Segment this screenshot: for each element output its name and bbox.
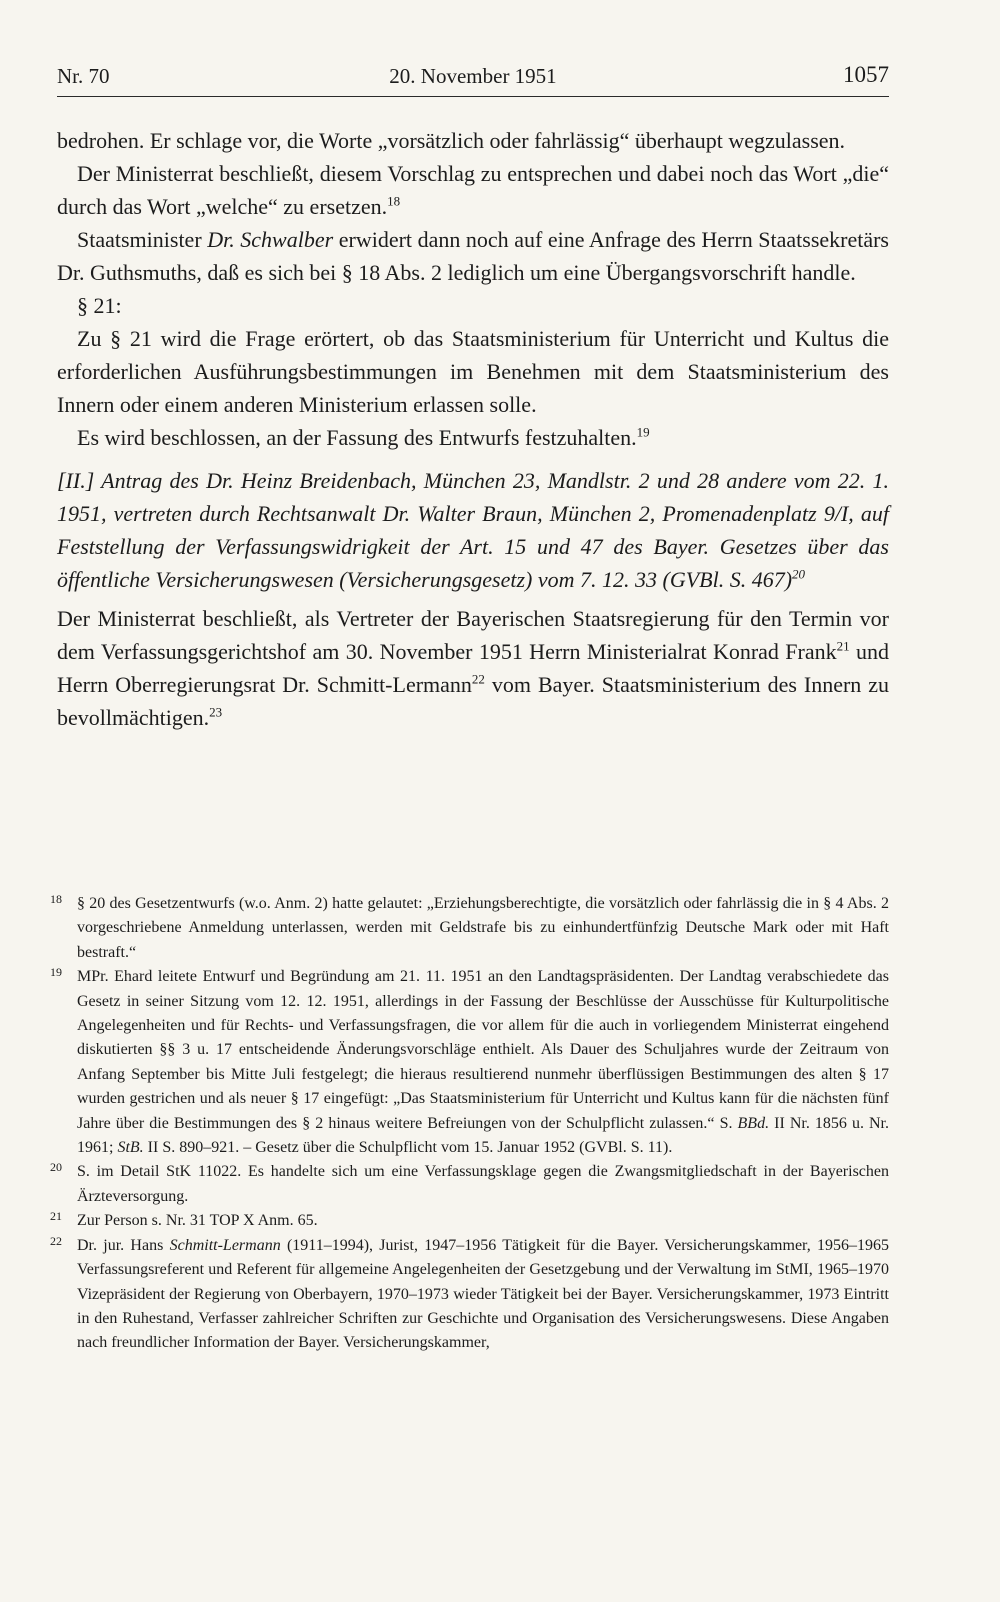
footnote-19-text-c: II S. 890–921. – Gesetz über die Schulpflicht vom 15. Januar 1952 (GVBl. S. 11). bbox=[143, 1139, 673, 1157]
footnote-19-text-a: MPr. Ehard leitete Entwurf und Begründung am 21. 11. 1951 an den Landtagspräsidenten. Der Landtag verabschiedete das Gesetz in seiner Sitzung vom 12. 12. 1951, allerdings in der Fassung der Beschlüsse der Ausschüsse für Kulturpolitische Angelegenheiten und für Rechts- und Verfassungsfragen, die vor allem für die auch in vorliegendem Ministerrat eingehend diskutierten §§ 3 u. 17 entscheidende Änderungsvorschläge enthielt. Als Dauer des Schuljahres wurde der Zeitraum von Anfang September bis Mitte Juli festgelegt; die hieraus resultierend nunmehr überflüssigen Bestimmungen des alten § 17 wurden gestrichen und als neuer § 17 eingefügt: „Das Staatsministerium für Unterricht und Kultus kann für die nächsten fünf Jahre über die Bestimmungen des § 2 hinaus weitere Befreiungen von der Schulpflicht zulassen.“ S. bbox=[77, 968, 889, 1132]
page-header bbox=[57, 60, 889, 97]
footnote-21-text: Zur Person s. Nr. 31 TOP X Anm. 65. bbox=[77, 1212, 318, 1230]
footnote-18-text: § 20 des Gesetzentwurfs (w.o. Anm. 2) hatte gelautet: „Erziehungsberechtigte, die vorsätzlich oder fahrlässig die in § 4 Abs. 2 vorgeschriebene Anmeldung unterlassen, werden mit Geldstrafe bis zu einhundertfünfzig Deutsche Mark oder mit Haft bestraft.“ bbox=[77, 895, 889, 961]
session-date: 20. November 1951 bbox=[389, 64, 557, 88]
footnote-ref-19: 19 bbox=[636, 424, 650, 440]
paragraph-8 bbox=[57, 602, 889, 734]
footnote-22-text-a: Dr. jur. Hans bbox=[77, 1236, 170, 1254]
paragraph-8-text-b: und Herrn Oberregierungsrat Dr. Schmitt-Lermann bbox=[57, 639, 889, 697]
footnote-19-abbr-bbd: BBd. bbox=[737, 1114, 770, 1132]
footnote-19-text-b: II Nr. 1856 u. Nr. 1961; bbox=[77, 1114, 890, 1157]
paragraph-5: Zu § 21 wird die Frage erörtert, ob das Staatsministerium für Unterricht und Kultus die erforderlichen Ausführungsbestimmungen im Benehmen mit dem Staatsministerium des Innern oder einem anderen Ministerium erlassen solle. bbox=[57, 326, 889, 417]
main-text bbox=[57, 124, 889, 734]
footnote-ref-20: 20 bbox=[792, 566, 806, 582]
footnote-20-text: S. im Detail StK 11022. Es handelte sich um eine Verfassungsklage gegen die Zwangsmitgliedschaft in der Bayerischen Ärzteversorgung. bbox=[77, 1163, 889, 1205]
footnote-18 bbox=[50, 892, 889, 965]
footnote-number: 21 bbox=[50, 1209, 62, 1224]
footnote-ref-23: 23 bbox=[209, 704, 223, 720]
document-number: Nr. 70 bbox=[57, 64, 110, 88]
footnote-number: 18 bbox=[50, 892, 62, 906]
footnotes bbox=[50, 892, 890, 1356]
paragraph-2 bbox=[57, 157, 889, 223]
footnote-ref-22: 22 bbox=[471, 671, 485, 687]
paragraph-6 bbox=[57, 421, 889, 454]
paragraph-8-text-c: vom Bayer. Staatsministerium des Innern zu bevollmächtigen. bbox=[57, 672, 890, 730]
footnote-22-person-name: Schmitt-Lermann bbox=[169, 1236, 281, 1254]
footnote-ref-18: 18 bbox=[387, 193, 401, 209]
paragraph-1: bedrohen. Er schlage vor, die Worte „vorsätzlich oder fahrlässig“ überhaupt wegzulassen. bbox=[57, 128, 846, 153]
paragraph-6-text: Es wird beschlossen, an der Fassung des Entwurfs festzuhalten. bbox=[77, 425, 637, 450]
footnote-21 bbox=[50, 1209, 889, 1233]
paragraph-8-text-a: Der Ministerrat beschließt, als Vertreter der Bayerischen Staatsregierung für den Termin vor dem Verfassungsgerichtshof am 30. November 1951 Herrn Ministerialrat Konrad Frank bbox=[57, 606, 889, 664]
minister-name: Dr. Schwalber bbox=[207, 227, 334, 252]
footnote-number: 20 bbox=[50, 1160, 62, 1175]
section-21-heading: § 21: bbox=[77, 293, 122, 318]
footnote-number: 19 bbox=[50, 965, 62, 980]
agenda-item-II bbox=[57, 464, 889, 596]
footnote-ref-21: 21 bbox=[836, 638, 850, 654]
footnote-number: 22 bbox=[50, 1233, 62, 1248]
footnote-22 bbox=[50, 1233, 889, 1356]
footnote-20 bbox=[50, 1160, 889, 1209]
paragraph-3-text-a: Staatsminister bbox=[77, 227, 208, 252]
footnote-22-text-b: (1911–1994), Jurist, 1947–1956 Tätigkeit für die Bayer. Versicherungskammer, 1956–1965 Verfassungsreferent und Referent für allgemeine Angelegenheiten der Gesetzgebung und der Verwaltung im StMI, 1965–1970 Vizepräsident der Regierung von Oberbayern, 1970–1973 wieder Tätigkeit bei der Bayer. Versicherungskammer, 1973 Eintritt in den Ruhestand, Verfasser zahlreicher Schriften zur Geschichte und Organisation des Versicherungswesens. Diese Angaben nach freundlicher Information der Bayer. Versicherungskammer, bbox=[77, 1236, 889, 1352]
footnote-19 bbox=[50, 965, 890, 1160]
footnote-19-abbr-stb: StB. bbox=[117, 1139, 144, 1157]
page-number: 1057 bbox=[843, 62, 889, 87]
paragraph-3 bbox=[57, 223, 889, 289]
agenda-item-II-text: [II.] Antrag des Dr. Heinz Breidenbach, München 23, Mandlstr. 2 und 28 andere vom 22. 1. 1951, vertreten durch Rechtsanwalt Dr. Walter Braun, München 2, Promenadenplatz 9/I, auf Feststellung der Verfassungswidrigkeit der Art. 15 und 47 des Bayer. Gesetzes über das öffentliche Versicherungswesen (Versicherungsgesetz) vom 7. 12. 33 (GVBl. S. 467) bbox=[57, 468, 889, 592]
paragraph-2-text: Der Ministerrat beschließt, diesem Vorschlag zu entsprechen und dabei noch das Wort „die“ durch das Wort „welche“ zu ersetzen. bbox=[57, 161, 889, 219]
paragraph-3-text-b: erwidert dann noch auf eine Anfrage des Herrn Staatssekretärs Dr. Guthsmuths, daß es sich bei § 18 Abs. 2 lediglich um eine Übergangsvorschrift handle. bbox=[57, 227, 889, 285]
